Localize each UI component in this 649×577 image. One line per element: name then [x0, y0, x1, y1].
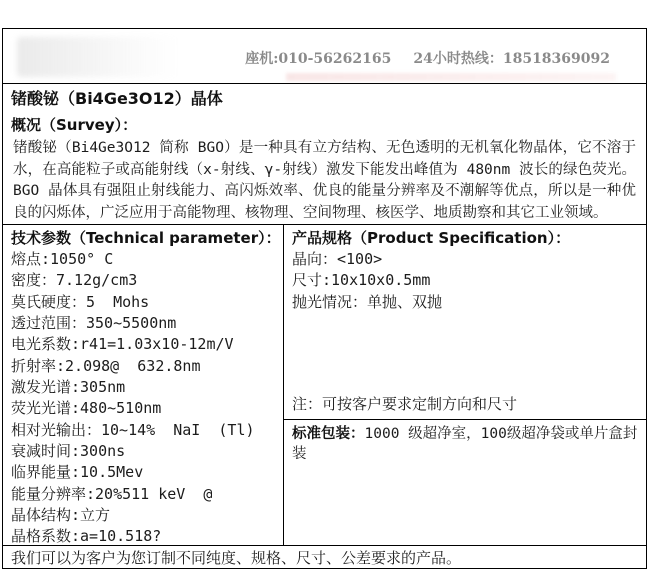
- spec-main-cell: [284, 225, 646, 419]
- technical-column: [3, 225, 284, 545]
- technical-row-transmission-range: 透过范围：350~5500nm: [11, 314, 177, 333]
- spec-row-size: 尺寸:10x10x0.5mm: [292, 271, 431, 290]
- footer-note: 我们可以为客户为您订制不同纯度、规格、尺寸、公差要求的产品。: [3, 545, 646, 568]
- packing-text: 1000 级超净室，100级超净袋或单片盒封装: [292, 426, 638, 462]
- document-box: [2, 28, 647, 569]
- header-bar: [3, 29, 646, 84]
- spec-note: 注：可按客户要求定制方向和尺寸: [292, 394, 518, 413]
- technical-row-density: 密度：7.12g/cm3: [11, 271, 138, 290]
- spec-column: [284, 225, 646, 545]
- watermark-smudge: [286, 73, 616, 81]
- technical-row-melting-point: 熔点:1050° C: [11, 250, 114, 268]
- technical-row-fluorescence-spectrum: 荧光光谱:480~510nm: [11, 399, 162, 418]
- technical-row-critical-energy: 临界能量:10.5Mev: [11, 463, 144, 482]
- watermark-smudge: [17, 37, 177, 77]
- technical-row-refractive-index: 折射率:2.098@ 632.8nm: [11, 356, 201, 375]
- technical-row-energy-resolution: 能量分辨率:20%511 keV @: [11, 484, 213, 503]
- packing-cell: [284, 419, 646, 545]
- technical-heading: 技术参数（Technical parameter）：: [11, 229, 281, 247]
- spec-heading: 产品规格（Product Specification）：: [292, 229, 571, 247]
- spec-row-orientation: 晶向：<100>: [292, 250, 383, 268]
- technical-row-lattice-constant: 晶格系数:a=10.518?: [11, 527, 162, 545]
- spec-row-polishing: 抛光情况：单抛、双抛: [292, 292, 443, 311]
- technical-row-electro-optic-coefficient: 电光系数:r41=1.03x10-12m/V: [11, 335, 234, 354]
- technical-row-crystal-structure: 晶体结构:立方: [11, 506, 111, 525]
- packing-label: 标准包装：: [292, 426, 365, 442]
- technical-row-excitation-spectrum: 激发光谱:305nm: [11, 378, 126, 397]
- technical-row-decay-time: 衰减时间:300ns: [11, 442, 126, 461]
- survey-heading: 概况（Survey）：: [11, 116, 138, 134]
- technical-row-relative-light-output: 相对光输出：10~14% NaI (Tl): [11, 420, 255, 439]
- contact-hotline: 24小时热线：18518369092: [413, 51, 610, 67]
- technical-row-mohs-hardness: 莫氏硬度：5 Mohs: [11, 292, 150, 311]
- contact-phone: 座机:010-56262165: [245, 51, 392, 67]
- spec-table: [3, 224, 646, 545]
- survey-paragraph: 锗酸铋（Bi4Ge3O12 简称 BGO）是一种具有立方结构、无色透明的无机氧化物晶体，它不溶于水，在高能粒子或高能射线（x-射线、γ-射线）激发下能发出峰值为 480nm 波长的绿色荧光。BGO 晶体具有强阻止射线能力、高闪烁效率、优良的能量分辨率及不潮解等优点，所以是一种优良的闪烁体，广泛应用于高能物理、核物理、空间物理、核医学、地质勘察和其它工业领域。: [13, 140, 636, 221]
- contact-info: [245, 48, 610, 68]
- page-title: 锗酸铋（Bi4Ge3O12）晶体: [11, 89, 223, 108]
